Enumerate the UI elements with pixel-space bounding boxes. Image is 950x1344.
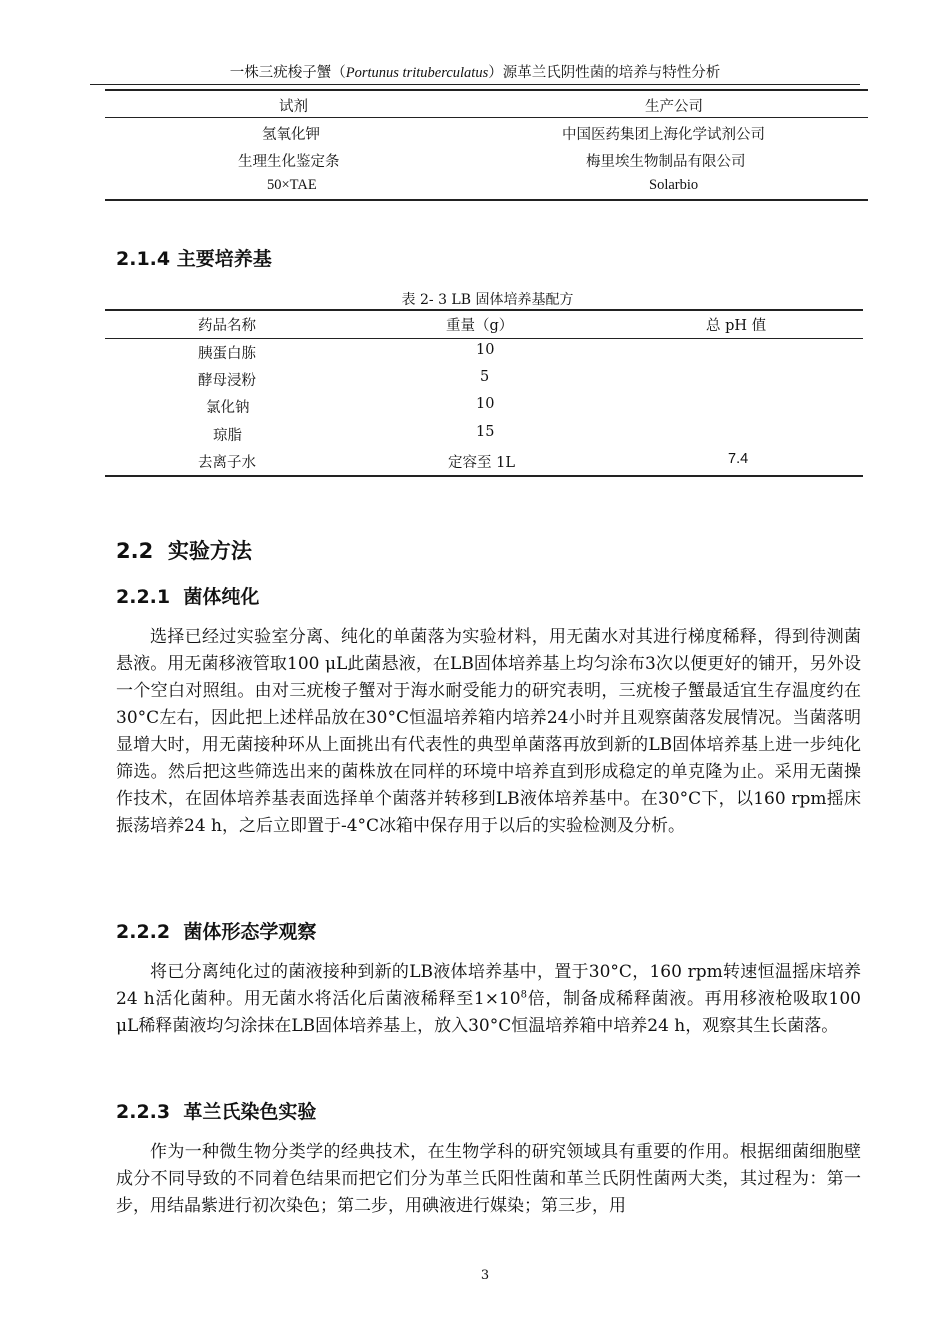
table-header-rule — [105, 338, 863, 339]
paragraph-2-2-1: 选择已经过实验室分离、纯化的单菌落为实验材料，用无菌水对其进行梯度稀释，得到待测菌悬液。用无菌移液管取100 μL此菌悬液，在LB固体培养基上均匀涂布3次以便更好的铺开，另外设一个空白对照组。由对三疣梭子蟹对于海水耐受能力的研究表明，三疣梭子蟹最适宜生存温度约在30°C左右，因此把上述样品放在30°C恒温培养箱内培养24小时并且观察菌落发展情况。当菌落明显增大时，用无菌接种环从上面挑出有代表性的典型单菌落再放到新的LB固体培养基上进一步纯化筛选。然后把这些筛选出来的菌株放在同样的环境中培养直到形成稳定的单克隆为止。采用无菌操作技术，在固体培养基表面选择单个菌落并转移到LB液体培养基中。在30°C下，以160 rpm摇床振荡培养24 h，之后立即置于-4°C冰箱中保存用于以后的实验检测及分析。 — [116, 627, 861, 836]
table-cell: 7.4 — [728, 451, 749, 467]
table-cell: 10 — [476, 396, 495, 412]
table-cell: 梅里埃生物制品有限公司 — [586, 154, 746, 170]
table-header-rule — [105, 117, 868, 118]
paragraph-text: 倍，制备成稀释菌液。再用移液枪吸取100 μL稀释菌液均匀涂抹在LB固体培养基上，放入30°C恒温培养箱中培养24 h，观察其生长菌落。 — [116, 989, 861, 1036]
section-heading-2-2-3 — [116, 1097, 316, 1124]
table-cell: 去离子水 — [198, 455, 256, 471]
running-header-post: ）源革兰氏阴性菌的培养与特性分析 — [488, 65, 721, 81]
table-cell: 氯化钠 — [206, 400, 250, 416]
table-cell: 定容至 1L — [448, 455, 515, 471]
table-cell: 氢氧化钾 — [262, 127, 320, 143]
section-number: 2.2 — [116, 539, 154, 563]
table-cell: 50×TAE — [267, 177, 317, 193]
table-cell: 10 — [476, 342, 495, 358]
table-caption: 表 2- 3 LB 固体培养基配方 — [401, 292, 574, 308]
table-header-name: 药品名称 — [198, 318, 256, 334]
table-cell: 生理生化鉴定条 — [238, 154, 340, 170]
header-rule — [90, 84, 860, 85]
table-cell: 琼脂 — [213, 428, 242, 444]
section-heading-2-2-2 — [116, 917, 316, 944]
page-number: 3 — [480, 1268, 490, 1283]
table-cell: 胰蛋白胨 — [198, 346, 256, 362]
table-header-ph: 总 pH 值 — [706, 318, 767, 334]
table-cell: 15 — [476, 424, 495, 440]
table-top-rule — [105, 89, 868, 91]
section-title: 主要培养基 — [176, 248, 272, 270]
table-header-weight: 重量（g） — [446, 318, 514, 334]
paragraph-text: 将已分离纯化过的菌液接种到新的LB液体培养基中，置于30°C，160 rpm转速恒温摇床培养24 h活化菌种。用无菌水将活化后菌液稀释至1×10 — [116, 962, 861, 1009]
table-bottom-rule — [105, 199, 868, 201]
running-header-latin: Portunus trituberculatus — [345, 65, 489, 81]
table-cell: 中国医药集团上海化学试剂公司 — [562, 127, 765, 143]
section-title: 革兰氏染色实验 — [183, 1101, 317, 1123]
running-header — [0, 61, 950, 82]
table-cell: Solarbio — [649, 177, 699, 193]
section-number: 2.2.1 — [116, 586, 171, 608]
paragraph-2-2-3: 作为一种微生物分类学的经典技术，在生物学科的研究领域具有重要的作用。根据细菌细胞壁成分不同导致的不同着色结果而把它们分为革兰氏阳性菌和革兰氏阴性菌两大类，其过程为：第一步，用结晶紫进行初次染色；第二步，用碘液进行媒染；第三步，用 — [116, 1142, 861, 1216]
section-number: 2.2.2 — [116, 921, 171, 943]
table-bottom-rule — [105, 475, 863, 477]
section-heading-2-2 — [116, 535, 252, 565]
table-cell: 酵母浸粉 — [198, 373, 256, 389]
section-heading-2-2-1 — [116, 582, 259, 609]
paragraph-2-2-2 — [116, 959, 861, 1040]
table-cell: 5 — [480, 369, 490, 385]
section-heading-2-1-4 — [116, 244, 272, 271]
running-header-pre: 一株三疣梭子蟹（ — [229, 65, 346, 81]
table-header-reagent: 试剂 — [279, 99, 308, 115]
section-title: 菌体形态学观察 — [183, 921, 317, 943]
table-header-company: 生产公司 — [645, 99, 703, 115]
table-top-rule — [105, 309, 863, 311]
section-number: 2.1.4 — [116, 248, 171, 270]
section-title: 菌体纯化 — [183, 586, 260, 608]
superscript-exponent: 8 — [520, 989, 527, 1001]
section-title: 实验方法 — [167, 539, 252, 563]
section-number: 2.2.3 — [116, 1101, 171, 1123]
